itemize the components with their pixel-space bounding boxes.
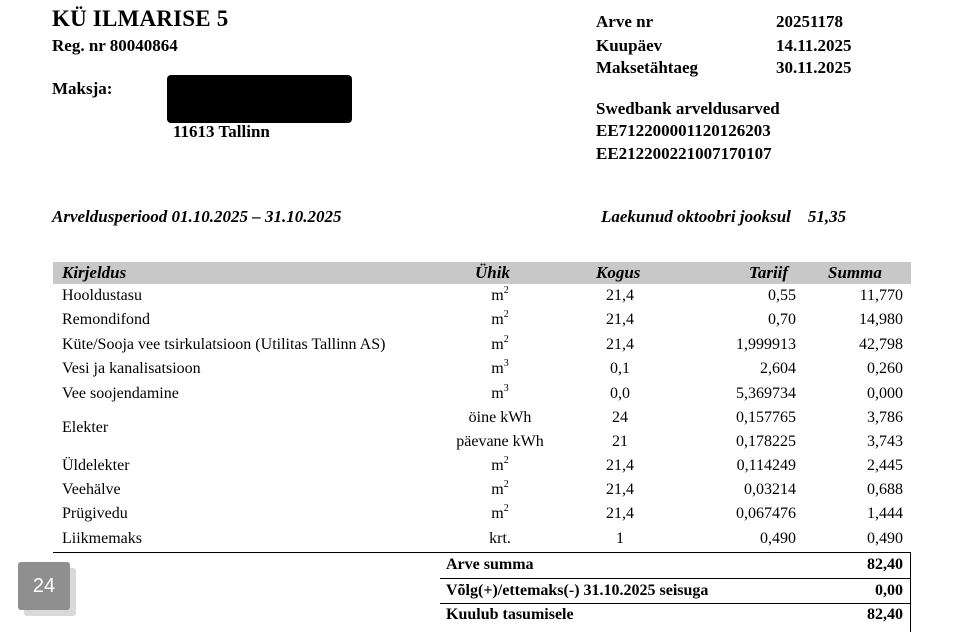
row-description: Veehälve	[62, 481, 121, 498]
row-unit-text: m	[491, 457, 504, 474]
invoice-date: 14.11.2025	[776, 36, 852, 55]
registration-number: Reg. nr 80040864	[52, 36, 178, 55]
totals-rule-1	[440, 578, 910, 579]
row-tariff: 0,70	[768, 311, 796, 328]
row-unit-text: m	[491, 311, 504, 328]
column-header-tariff: Tariif	[749, 263, 789, 282]
row-sum: 0,260	[867, 360, 903, 377]
row-description: Remondifond	[62, 311, 150, 328]
row-sum: 1,444	[867, 505, 903, 522]
row-unit	[440, 478, 560, 499]
received-label: Laekunud oktoobri jooksul	[601, 207, 791, 226]
row-unit	[440, 409, 560, 427]
row-quantity: 21,4	[606, 457, 634, 474]
row-unit-exponent: 3	[503, 382, 509, 394]
payer-city: 11613 Tallinn	[173, 122, 270, 141]
column-header-unit: Ühik	[475, 263, 510, 282]
column-header-sum: Summa	[828, 263, 882, 282]
amount-due-value: 82,40	[867, 606, 903, 623]
row-tariff: 0,114249	[736, 457, 796, 474]
row-quantity: 21	[612, 433, 628, 450]
column-header-description: Kirjeldus	[62, 263, 127, 282]
row-sum: 3,786	[867, 409, 903, 426]
row-description: Vee soojendamine	[62, 385, 179, 402]
row-quantity: 21,4	[606, 505, 634, 522]
row-sum: 0,688	[867, 481, 903, 498]
row-description: Üldelekter	[62, 457, 130, 474]
organization-name: KÜ ILMARISE 5	[52, 6, 229, 31]
row-unit	[440, 502, 560, 523]
billing-period: Arveldusperiood 01.10.2025 – 31.10.2025	[52, 207, 342, 226]
column-header-quantity: Kogus	[596, 263, 641, 282]
row-unit-exponent: 3	[503, 357, 509, 369]
row-tariff: 0,55	[768, 287, 796, 304]
debt-value: 0,00	[875, 582, 903, 599]
row-unit-exponent: 2	[503, 454, 509, 466]
bank-iban-1: EE712200001120126203	[596, 121, 771, 140]
row-quantity: 24	[612, 409, 628, 426]
row-unit-text: krt.	[489, 530, 511, 547]
row-tariff: 0,157765	[736, 409, 796, 426]
row-unit-exponent: 2	[503, 502, 509, 514]
row-unit-exponent: 2	[503, 308, 509, 320]
row-unit-text: m	[491, 505, 504, 522]
row-unit-exponent: 2	[503, 478, 509, 490]
row-tariff: 1,999913	[736, 336, 796, 353]
totals-rule-2	[440, 603, 910, 604]
row-description: Hooldustasu	[62, 287, 142, 304]
payer-label: Maksja:	[52, 79, 113, 98]
row-unit-text: m	[491, 385, 504, 402]
row-description: Elekter	[62, 419, 109, 436]
invoice-date-label: Kuupäev	[596, 36, 663, 55]
row-sum: 14,980	[859, 311, 903, 328]
bank-iban-2: EE212200221007170107	[596, 144, 772, 163]
row-unit	[440, 530, 560, 548]
totals-right-border	[910, 552, 911, 632]
bank-title: Swedbank arveldusarved	[596, 99, 780, 118]
amount-due-label: Kuulub tasumisele	[446, 606, 574, 623]
row-sum: 3,743	[867, 433, 903, 450]
row-sum: 11,770	[859, 287, 903, 304]
row-quantity: 21,4	[606, 287, 634, 304]
row-unit	[440, 308, 560, 329]
row-tariff: 0,067476	[736, 505, 796, 522]
row-description: Liikmemaks	[62, 530, 142, 547]
row-sum: 42,798	[859, 336, 903, 353]
table-bottom-rule	[53, 552, 911, 553]
invoice-number: 20251178	[776, 12, 844, 31]
invoice-number-label: Arve nr	[596, 12, 654, 31]
row-description: Vesi ja kanalisatsioon	[62, 360, 201, 377]
row-unit-text: m	[491, 360, 504, 377]
row-unit-text: öine kWh	[468, 409, 532, 426]
row-sum: 2,445	[867, 457, 903, 474]
row-unit	[440, 357, 560, 378]
due-date: 30.11.2025	[776, 58, 852, 77]
row-sum: 0,490	[867, 530, 903, 547]
row-quantity: 1	[616, 530, 624, 547]
row-unit-exponent: 2	[503, 333, 509, 345]
row-unit	[440, 284, 560, 305]
row-tariff: 0,03214	[744, 481, 796, 498]
row-quantity: 21,4	[606, 336, 634, 353]
row-unit-text: m	[491, 336, 504, 353]
row-tariff: 0,490	[760, 530, 796, 547]
row-quantity: 21,4	[606, 481, 634, 498]
row-quantity: 0,0	[610, 385, 630, 402]
row-unit	[440, 433, 560, 451]
row-unit	[440, 333, 560, 354]
row-unit-exponent: 2	[503, 284, 509, 296]
row-description: Küte/Sooja vee tsirkulatsioon (Utilitas Tallinn AS)	[62, 336, 386, 353]
row-description: Prügivedu	[62, 505, 128, 522]
row-tariff: 0,178225	[736, 433, 796, 450]
page-number-badge: 24	[18, 562, 70, 610]
received-payments	[601, 207, 846, 227]
received-value: 51,35	[807, 207, 847, 226]
row-unit	[440, 382, 560, 403]
row-sum: 0,000	[867, 385, 903, 402]
invoice-sum-label: Arve summa	[446, 556, 534, 573]
row-tariff: 2,604	[760, 360, 796, 377]
debt-label: Võlg(+)/ettemaks(-) 31.10.2025 seisuga	[446, 582, 709, 599]
row-unit-text: m	[491, 481, 504, 498]
row-quantity: 0,1	[610, 360, 630, 377]
row-unit-text: päevane kWh	[456, 433, 544, 450]
row-unit	[440, 454, 560, 475]
row-quantity: 21,4	[606, 311, 634, 328]
invoice-sum-value: 82,40	[867, 556, 903, 573]
payer-name-redaction	[167, 75, 352, 123]
row-tariff: 5,369734	[736, 385, 796, 402]
due-date-label: Maksetähtaeg	[596, 58, 698, 77]
row-unit-text: m	[491, 287, 504, 304]
